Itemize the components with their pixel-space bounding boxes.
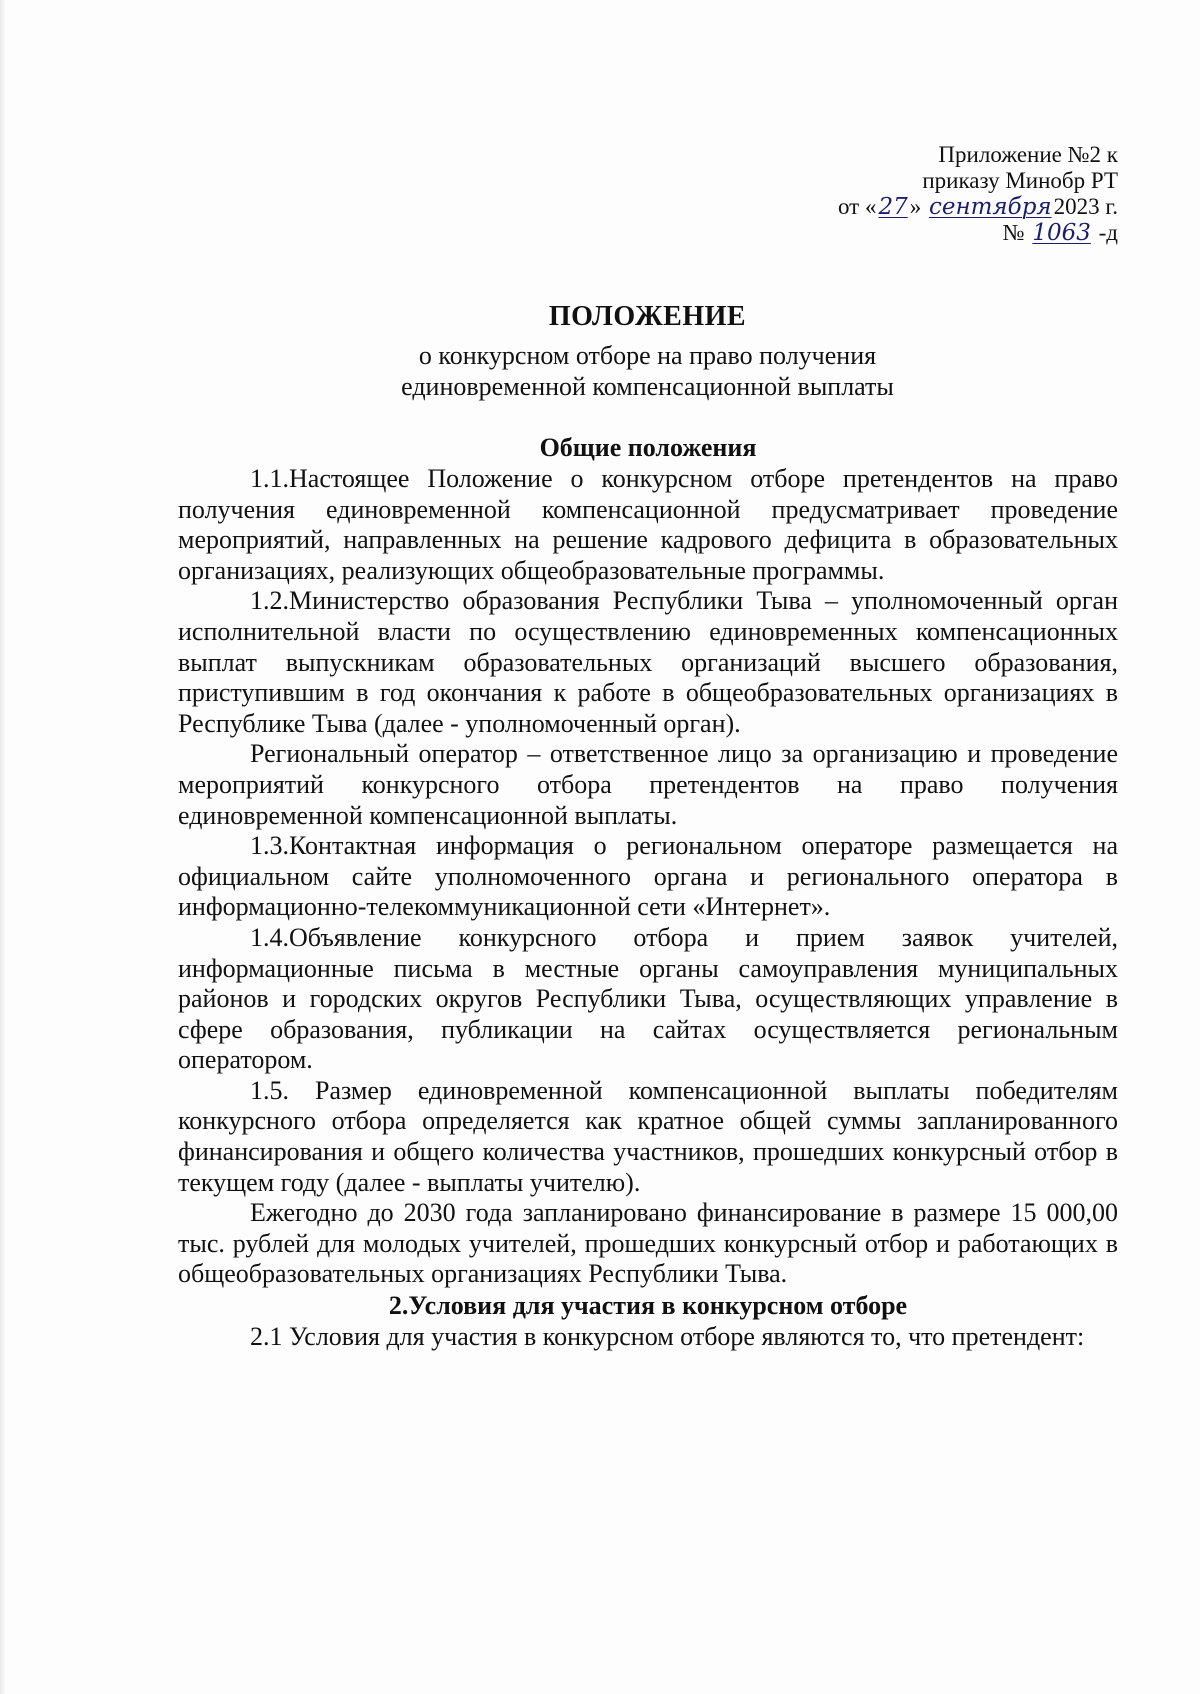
appendix-line: Приложение №2 к [938, 142, 1118, 167]
order-reference-line: приказу Минобр РТ [922, 168, 1118, 193]
handwritten-number: 1063 [1032, 220, 1091, 246]
appendix-header [838, 142, 1118, 246]
paragraph-annual-funding: Ежегодно до 2030 года запланировано финансирование в размере 15 000,00 тыс. рублей для молодых учителей, прошедших конкурсный отбор и работающих в общеобразовательных организациях Республики Тыва. [178, 1198, 1118, 1289]
number-suffix: -д [1092, 220, 1118, 245]
number-prefix: № [1002, 220, 1031, 245]
document-subtitle [175, 340, 1120, 402]
paragraph-1-3: 1.3.Контактная информация о региональном операторе размещается на официальном сайте уполномоченного органа и регионального оператора в информационно-телекоммуникационной сети «Интернет». [178, 831, 1118, 922]
date-mid: » [909, 194, 927, 219]
paragraph-1-5: 1.5. Размер единовременной компенсационной выплаты победителям конкурсного отбора определяется как кратное общей суммы запланированного финансирования и общего количества участников, прошедших конкурсный отбор в текущем году (далее - выплаты учителю). [178, 1075, 1118, 1197]
paragraph-2-1: 2.1 Условия для участия в конкурсном отборе являются то, что претендент: [250, 1322, 1085, 1352]
subtitle-line-2: единовременной компенсационной выплаты [401, 372, 894, 401]
date-year: 2023 г. [1053, 194, 1118, 219]
handwritten-month: сентября [928, 194, 1052, 220]
paragraph-1-2: 1.2.Министерство образования Республики Тыва – уполномоченный орган исполнительной власти по осуществлению единовременных компенсационных выплат выпускникам образовательных организаций высшего образования, приступившим в год окончания к работе в общеобразовательных организациях в Республике Тыва (далее - уполномоченный орган). [178, 586, 1118, 738]
section-1-heading: Общие положения [539, 433, 757, 462]
subtitle-line-1: о конкурсном отборе на право получения [418, 341, 877, 370]
document-title: ПОЛОЖЕНИЕ [548, 301, 747, 332]
paragraph-1-4: 1.4.Объявление конкурсного отбора и прием заявок учителей, информационные письма в местные органы самоуправления муниципальных районов и городских округов Республики Тыва, осуществляющих управление в сфере образования, публикации на сайтах осуществляется региональным оператором. [178, 922, 1118, 1075]
scan-edge-shadow [0, 0, 6, 1694]
section-2-heading: 2.Условия для участия в конкурсном отборе [388, 1291, 908, 1321]
order-date-line [838, 194, 1118, 220]
paragraph-1-1: 1.1.Настоящее Положение о конкурсном отборе претендентов на право получения единовременной компенсационной предусматривает проведение мероприятий, направленных на решение кадрового дефицита в образовательных организациях, реализующих общеобразовательные программы. [178, 464, 1118, 585]
order-number-line [838, 220, 1118, 246]
paragraph-regional-operator: Региональный оператор – ответственное лицо за организацию и проведение мероприятий конкурсного отбора претендентов на право получения единовременной компенсационной выплаты. [178, 739, 1118, 830]
date-prefix: от « [837, 194, 877, 219]
document-body [178, 432, 1118, 1353]
handwritten-day: 27 [878, 194, 908, 220]
